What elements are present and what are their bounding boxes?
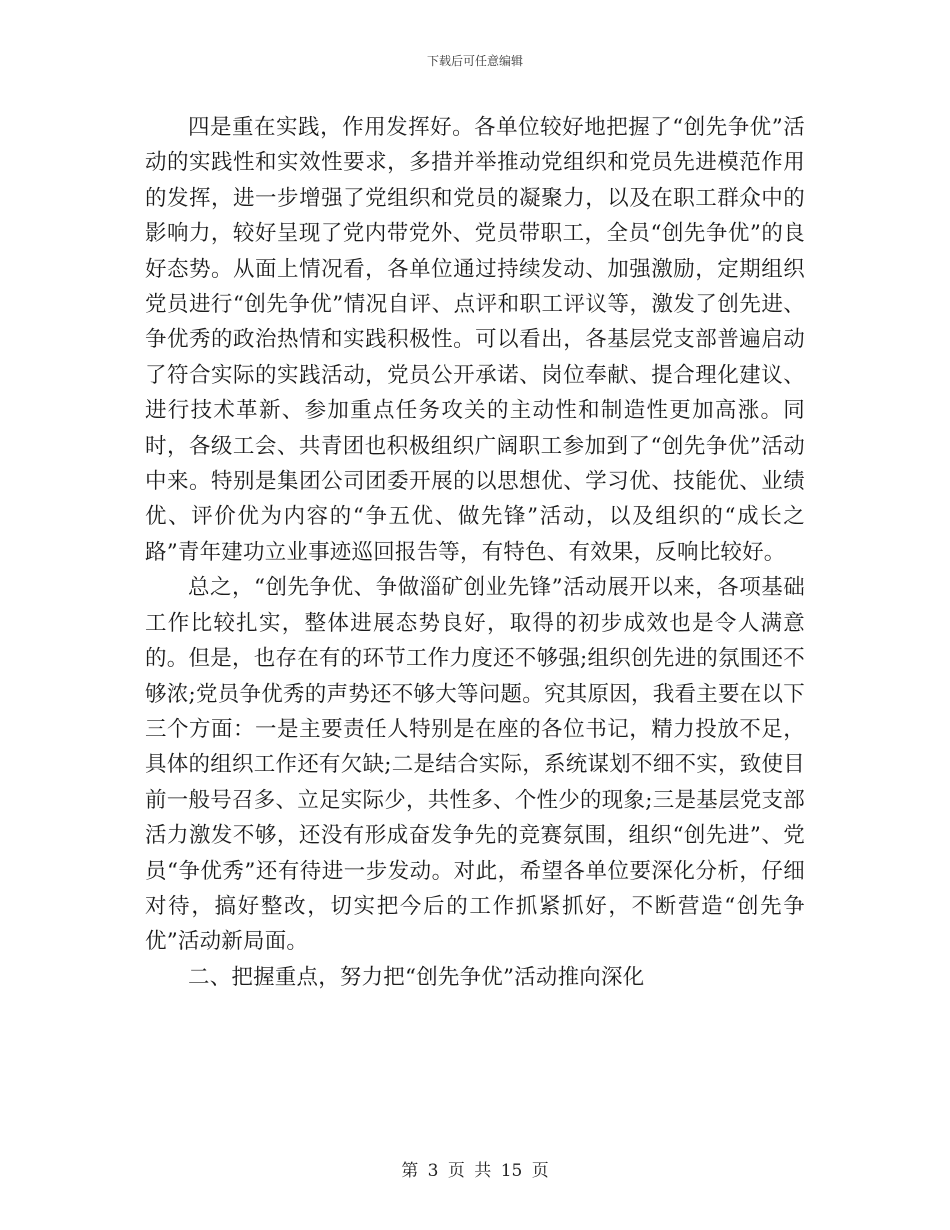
paragraph-summary: 总之，“创先争优、争做淄矿创业先锋”活动展开以来，各项基础工作比较扎实，整体进展态势良好，取得的初步成效也是令人满意的。但是，也存在有的环节工作力度还不够强;组织创先进的氛围还不够浓;党员争优秀的声势还不够大等问题。究其原因，我看主要在以下三个方面：一是主要责任人特别是在座的各位书记，精力投放不足，具体的组织工作还有欠缺;二是结合实际，系统谋划不细不实，致使目前一般号召多、立足实际少，共性多、个性少的现象;三是基层党支部活力激发不够，还没有形成奋发争先的竞赛氛围，组织“创先进”、党员“争优秀”还有待进一步发动。对此，希望各单位要深化分析，仔细对待，搞好整改，切实把今后的工作抓紧抓好，不断营造“创先争优”活动新局面。 bbox=[145, 575, 805, 955]
page-number: 第 3 页 共 15 页 bbox=[401, 1161, 549, 1181]
section-heading: 二、把握重点，努力把“创先争优”活动推向深化 bbox=[188, 964, 645, 990]
paragraph-practice: 四是重在实践，作用发挥好。各单位较好地把握了“创先争优”活动的实践性和实效性要求，多措并举推动党组织和党员先进模范作用的发挥，进一步增强了党组织和党员的凝聚力，以及在职工群众中的影响力，较好呈现了党内带党外、党员带职工，全员“创先争优”的良好态势。从面上情况看，各单位通过持续发动、加强激励，定期组织党员进行“创先争优”情况自评、点评和职工评议等，激发了创先进、争优秀的政治热情和实践积极性。可以看出，各基层党支部普遍启动了符合实际的实践活动，党员公开承诺、岗位奉献、提合理化建议、进行技术革新、参加重点任务攻关的主动性和制造性更加高涨。同时，各级工会、共青团也积极组织广阔职工参加到了“创先争优”活动中来。特别是集团公司团委开展的以思想优、学习优、技能优、业绩优、评价优为内容的“争五优、做先锋”活动，以及组织的“成长之路”青年建功立业事迹巡回报告等，有特色、有效果，反响比较好。 bbox=[145, 115, 805, 565]
document-body bbox=[145, 110, 805, 995]
page-header-note: 下载后可任意编辑 bbox=[426, 54, 523, 68]
